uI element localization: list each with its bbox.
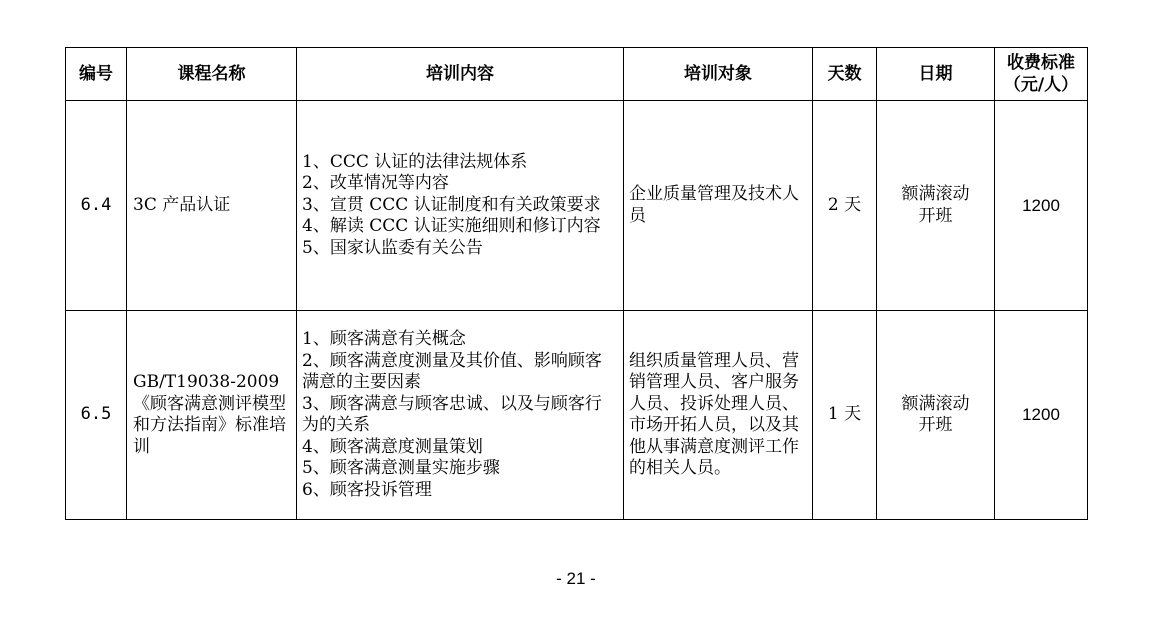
content-item: 2、顾客满意度测量及其价值、影响顾客满意的主要因素 (302, 350, 602, 392)
content-item: 6、顾客投诉管理 (302, 479, 432, 500)
content-list (302, 329, 618, 501)
content-item: 2、改革情况等内容 (302, 173, 449, 194)
content-list (302, 152, 618, 260)
content-item: 1、顾客满意有关概念 (302, 329, 466, 349)
header-course-name: 课程名称 (127, 48, 297, 101)
content-item: 4、解读 CCC 认证实施细则和修订内容 (302, 216, 601, 237)
cell-id: 6.4 (66, 101, 127, 311)
header-audience: 培训对象 (624, 48, 813, 101)
cell-course-name: 3C 产品认证 (127, 101, 297, 311)
content-item: 3、顾客满意与顾客忠诚、以及与顾客行为的关系 (302, 393, 602, 435)
header-days: 天数 (813, 48, 877, 101)
cell-content (297, 311, 624, 520)
table-row (66, 311, 1088, 520)
cell-fee: 1200 (995, 311, 1088, 520)
content-item: 1、CCC 认证的法律法规体系 (302, 151, 528, 172)
content-item: 3、宣贯 CCC 认证制度和有关政策要求 (302, 194, 601, 215)
page-number: - 21 - (556, 569, 596, 588)
content-item: 4、顾客满意度测量策划 (302, 436, 483, 457)
header-row (66, 48, 1088, 101)
cell-date (877, 101, 995, 311)
cell-content (297, 101, 624, 311)
header-fee-line1: 收费标准 (1007, 53, 1075, 73)
header-fee (995, 48, 1088, 101)
course-table (65, 47, 1088, 520)
content-item: 5、顾客满意测量实施步骤 (302, 458, 500, 478)
cell-date (877, 311, 995, 520)
content-item: 5、国家认监委有关公告 (302, 237, 483, 258)
cell-days: 2 天 (813, 101, 877, 311)
header-fee-line2: （元/人） (1003, 75, 1079, 95)
date-text: 额满滚动开班 (901, 184, 970, 226)
header-date: 日期 (877, 48, 995, 101)
cell-fee: 1200 (995, 101, 1088, 311)
cell-id: 6.5 (66, 311, 127, 520)
cell-course-name: GB/T19038-2009《顾客满意测评模型和方法指南》标准培训 (127, 311, 297, 520)
header-id: 编号 (66, 48, 127, 101)
cell-audience: 企业质量管理及技术人员 (624, 101, 813, 311)
date-text: 额满滚动开班 (901, 393, 970, 435)
header-content: 培训内容 (297, 48, 624, 101)
cell-audience: 组织质量管理人员、营销管理人员、客户服务人员、投诉处理人员、市场开拓人员，以及其他从事满意度测评工作的相关人员。 (624, 311, 813, 520)
table-row (66, 101, 1088, 311)
cell-days: 1 天 (813, 311, 877, 520)
